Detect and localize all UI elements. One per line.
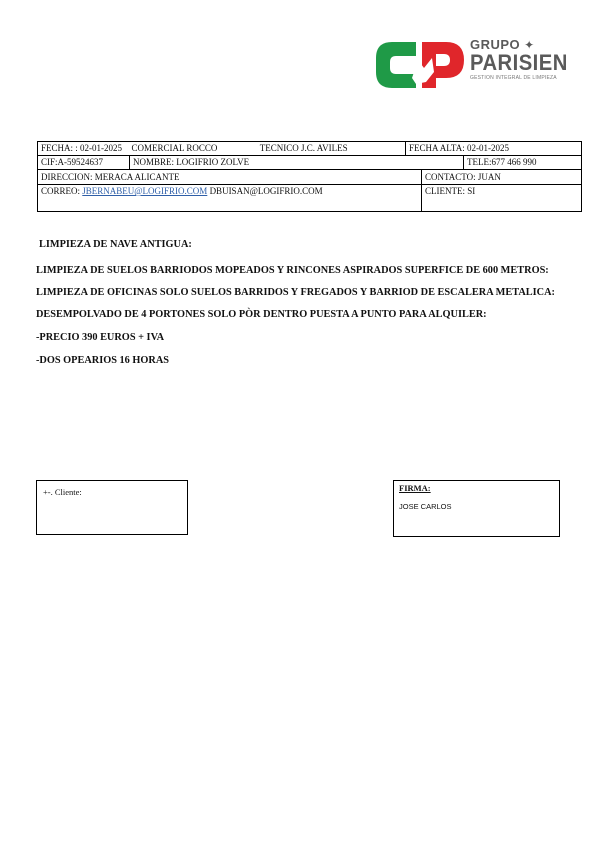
star-icon: ✦ — [524, 38, 535, 52]
company-logo — [372, 37, 568, 94]
fecha-alta-value: FECHA ALTA: 02-01-2025 — [409, 143, 509, 153]
description-line-4: DESEMPOLVADO DE 4 PORTONES SOLO PÒR DENTRO PUESTA A PUNTO PARA ALQUILER: — [36, 309, 487, 320]
cif-value: CIF:A-59524637 — [38, 156, 130, 169]
correo-label: CORREO: — [41, 186, 83, 196]
correo-email-link[interactable]: JBERNABEU@LOGIFRIO.COM — [82, 186, 208, 196]
description-line-3: LIMPIEZA DE OFICINAS SOLO SUELOS BARRIDOS Y FREGADOS Y BARRIOD DE ESCALERA METALICA: — [36, 287, 555, 298]
fecha-value: FECHA: : 02-01-2025 — [41, 143, 122, 153]
logo-wordmark — [470, 38, 576, 82]
nombre-value: NOMBRE: LOGIFRIO ZOLVE — [130, 156, 464, 169]
comercial-value: COMERCIAL ROCCO — [131, 143, 218, 153]
operators-line: -DOS OPEARIOS 16 HORAS — [36, 355, 170, 366]
firma-name: JOSE CARLOS — [399, 502, 452, 511]
description-line-2: LIMPIEZA DE SUELOS BARRIODOS MOPEADOS Y RINCONES ASPIRADOS SUPERFICE DE 600 METROS: — [36, 265, 549, 276]
contacto-value: CONTACTO: JUAN — [425, 172, 501, 182]
price-line: -PRECIO 390 EUROS + IVA — [36, 332, 165, 343]
correo-cell — [38, 185, 422, 211]
direccion-value: DIRECCION: MERACA ALICANTE — [38, 170, 422, 184]
tele-value: TELE:677 466 990 — [467, 157, 537, 167]
info-cell-fecha-comercial-tecnico — [38, 142, 406, 155]
description-line-1: LIMPIEZA DE NAVE ANTIGUA: — [39, 239, 192, 250]
client-signature-box — [36, 480, 188, 535]
logo-name-text: PARISIEN — [470, 50, 568, 75]
tecnico-value: TECNICO J.C. AVILES — [259, 143, 348, 153]
info-row-2 — [38, 156, 581, 170]
service-description — [36, 239, 561, 366]
client-info-table — [37, 141, 582, 212]
firma-box — [393, 480, 560, 537]
cliente-value: CLIENTE: SI — [425, 186, 476, 196]
correo-email-extra: DBUISAN@LOGIFRIO.COM — [207, 186, 323, 196]
logo-tagline: GESTION INTEGRAL DE LIMPIEZA — [470, 75, 557, 81]
grupo-parisien-logo-mark — [372, 38, 468, 94]
firma-label: FIRMA: — [399, 483, 431, 493]
logo-grupo-text: GRUPO — [470, 37, 521, 52]
info-row-1 — [38, 142, 581, 156]
info-row-3 — [38, 170, 581, 185]
info-row-4 — [38, 185, 581, 211]
client-box-label: +-. Cliente: — [43, 487, 82, 497]
